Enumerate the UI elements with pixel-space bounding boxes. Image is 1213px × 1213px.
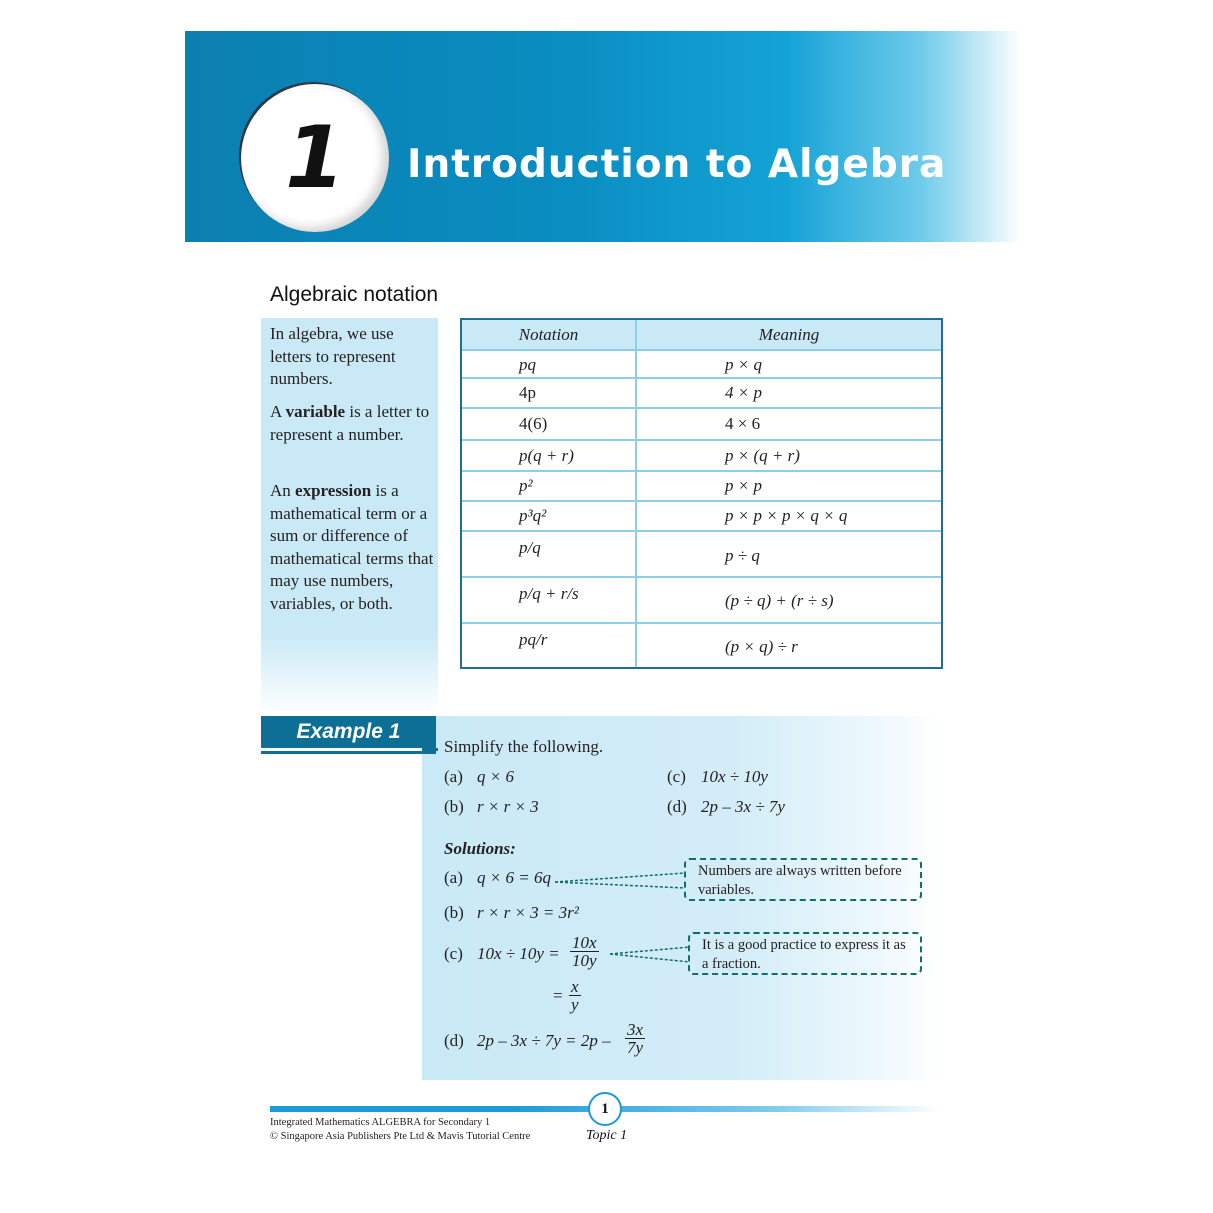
- table-row-divider: [462, 470, 941, 472]
- solution-c2-eq: =: [553, 986, 563, 1005]
- table-row-divider: [462, 349, 941, 351]
- footer-copyright: © Singapore Asia Publishers Pte Ltd & Mavis Tutorial Centre: [270, 1131, 531, 1142]
- solution-c2-fraction: $\frac{x}{y}$: [571, 977, 579, 1014]
- solution-b-label: (b): [444, 903, 464, 922]
- solution-a: q × 6 = 6q: [477, 868, 551, 887]
- topic-label: Topic 1: [586, 1128, 628, 1143]
- question-a-label: (a): [444, 767, 463, 786]
- section-heading: Algebraic notation: [270, 283, 439, 306]
- solution-c-lhs: 10x ÷ 10y =: [477, 944, 560, 963]
- notation-cell: p/q + r/s: [519, 584, 579, 603]
- info-paragraph-1: In algebra, we use letters to represent numbers.: [270, 324, 396, 388]
- meaning-cell: p × q: [725, 355, 762, 374]
- example-instruction: Simplify the following.: [444, 737, 604, 756]
- table-row-divider: [462, 622, 941, 624]
- question-c: 10x ÷ 10y: [701, 767, 768, 786]
- chapter-title: Introduction to Algebra: [407, 142, 947, 187]
- notation-cell: p/q: [519, 538, 541, 557]
- meaning-cell: p × p × p × q × q: [725, 506, 848, 525]
- callout-note-2: It is a good practice to express it as a fraction.: [688, 932, 922, 975]
- table-row-divider: [462, 407, 941, 409]
- header-meaning: Meaning: [758, 325, 820, 344]
- example-label: Example 1: [296, 720, 401, 743]
- example-underline: [261, 751, 436, 754]
- meaning-cell: (p ÷ q) + (r ÷ s): [725, 591, 834, 610]
- table-row-divider: [462, 439, 941, 441]
- page-number: 1: [601, 1101, 609, 1117]
- table-column-divider: [635, 320, 637, 667]
- meaning-cell: p × (q + r): [725, 446, 800, 465]
- notation-cell: p²: [519, 476, 533, 495]
- chapter-number: 1: [285, 108, 345, 208]
- example-divider: [425, 748, 438, 751]
- callout-connectors: [550, 855, 690, 985]
- callout-note-1: Numbers are always written before variables.: [684, 858, 922, 901]
- question-d-label: (d): [667, 797, 687, 816]
- notation-cell: pq/r: [519, 630, 548, 649]
- meaning-cell: p ÷ q: [725, 546, 760, 565]
- term-expression: expression: [295, 481, 372, 500]
- solutions-title: Solutions:: [444, 839, 516, 858]
- info-paragraph-2: A variable is a letter to represent a number.: [270, 402, 430, 444]
- example-divider: [422, 716, 425, 752]
- solution-c-fraction: $\frac{10x}{10y}$: [572, 933, 597, 970]
- question-b: r × r × 3: [477, 797, 539, 816]
- meaning-cell: 4 × 6: [725, 414, 761, 433]
- notation-cell: 4(6): [519, 414, 548, 433]
- footer-book-title: Integrated Mathematics ALGEBRA for Secondary 1: [270, 1117, 491, 1128]
- question-b-label: (b): [444, 797, 464, 816]
- solution-c-label: (c): [444, 944, 463, 963]
- table-row-divider: [462, 377, 941, 379]
- solution-a-label: (a): [444, 868, 463, 887]
- table-row-divider: [462, 530, 941, 532]
- question-d: 2p – 3x ÷ 7y: [701, 797, 785, 816]
- notation-cell: p(q + r): [519, 446, 574, 465]
- table-row-divider: [462, 576, 941, 578]
- meaning-cell: (p × q) ÷ r: [725, 637, 798, 656]
- meaning-cell: 4 × p: [725, 383, 762, 402]
- header-notation: Notation: [518, 325, 579, 344]
- table-row-divider: [462, 500, 941, 502]
- term-variable: variable: [285, 402, 346, 421]
- question-c-label: (c): [667, 767, 686, 786]
- notation-cell: pq: [519, 355, 536, 374]
- info-paragraph-3: An expression is a mathematical term or a sum or difference of mathematical terms that may use numbers, variables, or both.: [270, 481, 434, 613]
- solution-b: r × r × 3 = 3r²: [477, 903, 579, 922]
- solution-d-label: (d): [444, 1031, 464, 1050]
- solution-d-lhs: 2p – 3x ÷ 7y = 2p –: [477, 1031, 611, 1050]
- notation-cell: p³q²: [519, 506, 547, 525]
- meaning-cell: p × p: [725, 476, 762, 495]
- solution-d-fraction: $\frac{3x}{7y}$: [627, 1020, 644, 1057]
- question-a: q × 6: [477, 767, 514, 786]
- notation-cell: 4p: [519, 383, 536, 402]
